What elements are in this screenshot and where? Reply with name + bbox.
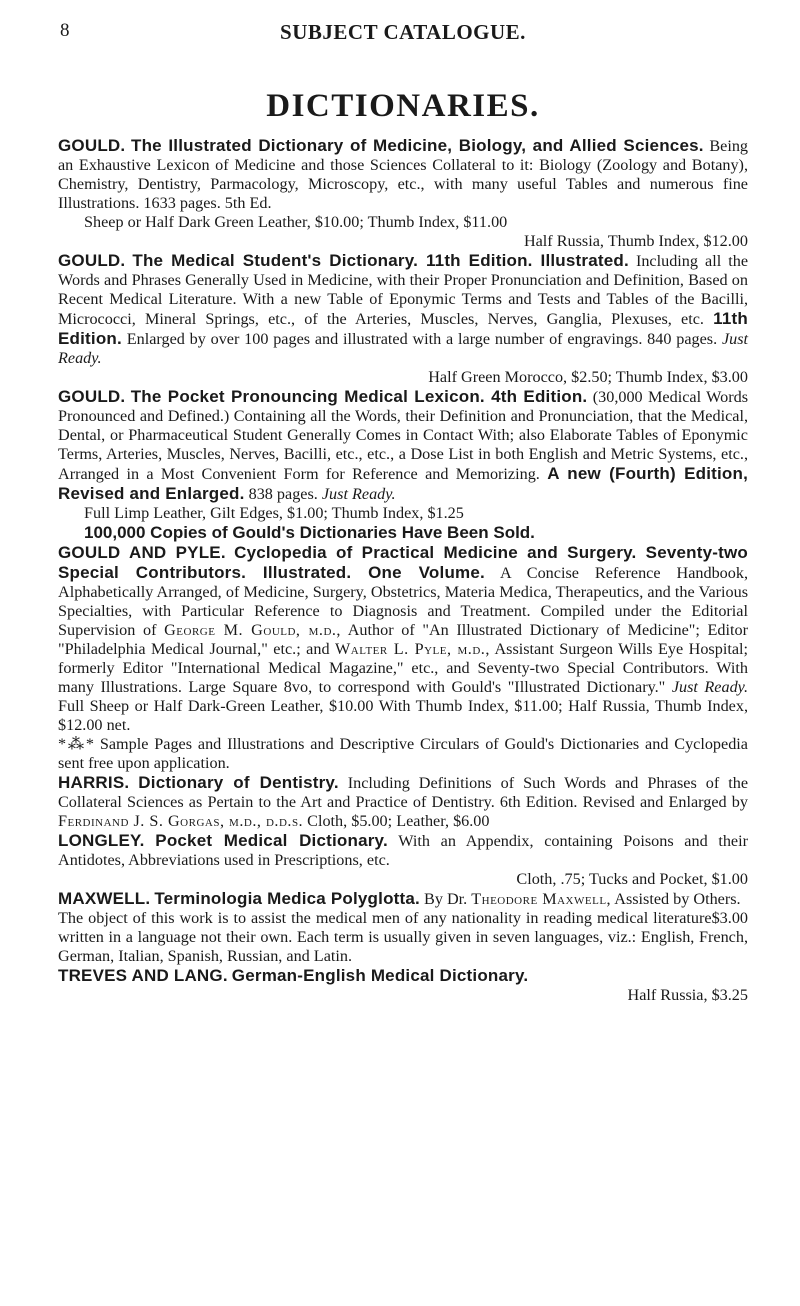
entry-maxwell-terminologia xyxy=(58,889,748,966)
entry-description: Including Definitions of Such Words and Phrases of the Collateral Sciences as Pertain to the Art and Practice of Dentistry. 6th Edition. Revised and Enlarged by xyxy=(58,774,749,811)
entry-description: Being an Exhaustive Lexicon of Medicine and those Sciences Collateral to it: Biology (Zoology and Botany), Chemistry, Dentistry, Parmacology, Microscopy, etc., with many useful Tables and numerous fine Illustrations. 1633 pages. 5th Ed. xyxy=(58,137,749,212)
editor-name: Walter L. Pyle, m.d., xyxy=(335,640,490,658)
sample-pages-note xyxy=(58,735,748,773)
entry-author: TREVES AND LANG. xyxy=(58,966,228,985)
entry-author: HARRIS. xyxy=(58,773,130,792)
entry-gould-illustrated-dictionary xyxy=(58,136,748,251)
entry-price: Sheep or Half Dark Green Leather, $10.00; Thumb Index, $11.00 xyxy=(84,213,508,231)
entry-title: The Medical Student's Dictionary. 11th Edition. Illustrated. xyxy=(132,251,629,270)
page-number: 8 xyxy=(60,20,70,41)
entry-price: $3.00 xyxy=(711,909,748,927)
entry-gould-pyle-cyclopedia xyxy=(58,543,748,735)
entry-title: Dictionary of Dentistry. xyxy=(138,773,339,792)
editor-name: Ferdinand J. S. Gorgas, m.d., d.d.s. xyxy=(58,812,304,830)
entry-author: GOULD AND PYLE. xyxy=(58,543,226,562)
entry-description: With an Appendix, containing Poisons and their Antidotes, Abbreviations used in Prescriptions, etc. xyxy=(58,832,748,869)
entry-description: A Concise Reference Handbook, Alphabetically Arranged, of Medicine, Surgery, Obstetrics, Materia Medica, Therapeutics, and the Various Specialties, with Particular Reference to Diagnosis and Treatment. Compiled under the Editorial Supervision of xyxy=(58,564,748,639)
entry-title: The Illustrated Dictionary of Medicine, Biology, and Allied Sciences. xyxy=(130,136,704,155)
entry-author: GOULD. xyxy=(58,387,126,406)
entry-price: Half Russia, $3.25 xyxy=(627,986,748,1004)
entry-title: The Pocket Pronouncing Medical Lexicon. 4th Edition. xyxy=(130,387,588,406)
entry-edition: 11th Edition. xyxy=(58,309,748,348)
entry-author: GOULD. xyxy=(58,136,126,155)
entry-description-cont: Author of "An Illustrated Dictionary of Medicine"; Editor "Philadelphia Medical Journal," etc.; and xyxy=(58,621,748,658)
running-title: SUBJECT CATALOGUE. xyxy=(280,20,526,44)
entry-gould-medical-students-dictionary xyxy=(58,251,748,387)
entry-price: Cloth, .75; Tucks and Pocket, $1.00 xyxy=(516,870,748,888)
entry-title: Terminologia Medica Polyglotta. xyxy=(154,889,420,908)
entry-description: By Dr. xyxy=(424,890,468,908)
entry-harris-dentistry xyxy=(58,773,748,831)
entry-edition: A new (Fourth) Edition, Revised and Enlarged. xyxy=(58,464,748,503)
entry-treves-lang-dictionary xyxy=(58,966,748,1005)
entry-title: Pocket Medical Dictionary. xyxy=(155,831,388,850)
entry-description: Including all the Words and Phrases Generally Used in Medicine, with their Proper Pronunciation and Definition, Based on Recent Medical Literature. With a new Table of Eponymic Terms and Tests and Tables of the Bacilli, Micrococci, Mineral Springs, etc., of the Arteries, Muscles, Nerves, Ganglia, Plexuses, etc. xyxy=(58,252,749,328)
entry-status: Just Ready. xyxy=(58,330,749,367)
entry-title: German-English Medical Dictionary. xyxy=(231,966,529,985)
entry-author: LONGLEY. xyxy=(58,831,145,850)
note-text: *⁂* Sample Pages and Illustrations and Descriptive Circulars of Gould's Dictionaries and Cyclopedia sent free upon application. xyxy=(58,735,748,772)
section-title: DICTIONARIES. xyxy=(266,88,540,124)
entry-price: Full Sheep or Half Dark-Green Leather, $10.00 With Thumb Index, $11.00; Half Russia, Thumb Index, $12.00 net. xyxy=(58,697,748,734)
running-header xyxy=(58,0,748,50)
sales-banner: 100,000 Copies of Gould's Dictionaries Have Been Sold. xyxy=(84,523,535,542)
editor-name: George M. Gould, m.d., xyxy=(164,621,341,639)
entry-author: MAXWELL. xyxy=(58,889,151,908)
entry-status: Just Ready. xyxy=(321,485,396,503)
author-name: Theodore Maxwell, xyxy=(471,890,612,908)
entry-status: Just Ready. xyxy=(671,678,749,696)
entry-description-cont: 838 pages. xyxy=(248,485,318,503)
catalogue-page xyxy=(58,0,748,1005)
entry-description-cont: Assistant Surgeon Wills Eye Hospital; formerly Editor "International Medical Magazine," etc., and Seventy-two Special Contributors. With many Illustrations. Large Square 8vo, to correspond with Gould's "Illustrated Dictionary." xyxy=(58,640,748,696)
entry-gould-pocket-lexicon xyxy=(58,387,748,523)
entry-author: GOULD. xyxy=(58,251,126,270)
entry-price-alt: Half Russia, Thumb Index, $12.00 xyxy=(523,232,748,250)
entry-description-detail: The object of this work is to assist the medical men of any nationality in reading medical literature written in a language not their own. Each term is usually given in seven languages, viz.: English, French, German, Italian, Spanish, Russian, and Latin. xyxy=(58,909,748,965)
entry-description-cont: Assisted by Others. xyxy=(614,890,741,908)
entry-longley-pocket-dictionary xyxy=(58,831,748,889)
entry-description: (30,000 Medical Words Pronounced and Defined.) Containing all the Words, their Definition and Pronunciation, that the Medical, Dental, or Pharmaceutical Student Generally Comes in Contact With; also Elaborate Tables of Eponymic Terms, Arteries, Muscles, Nerves, Bacilli, etc., etc., a Dose List in both English and Metric Systems, etc., Arranged in a Most Convenient Form for Reference and Memorizing. xyxy=(58,388,749,483)
entry-title: Cyclopedia of Practical Medicine and Surgery. Seventy-two Special Contributors. Illustrated. One Volume. xyxy=(58,543,749,582)
entry-description-cont: Enlarged by over 100 pages and illustrated with a large number of engravings. 840 pages. xyxy=(126,330,718,348)
entry-price: Half Green Morocco, $2.50; Thumb Index, $3.00 xyxy=(428,368,748,386)
entry-price: Full Limp Leather, Gilt Edges, $1.00; Thumb Index, $1.25 xyxy=(84,504,464,522)
entry-price: Cloth, $5.00; Leather, $6.00 xyxy=(307,812,490,830)
